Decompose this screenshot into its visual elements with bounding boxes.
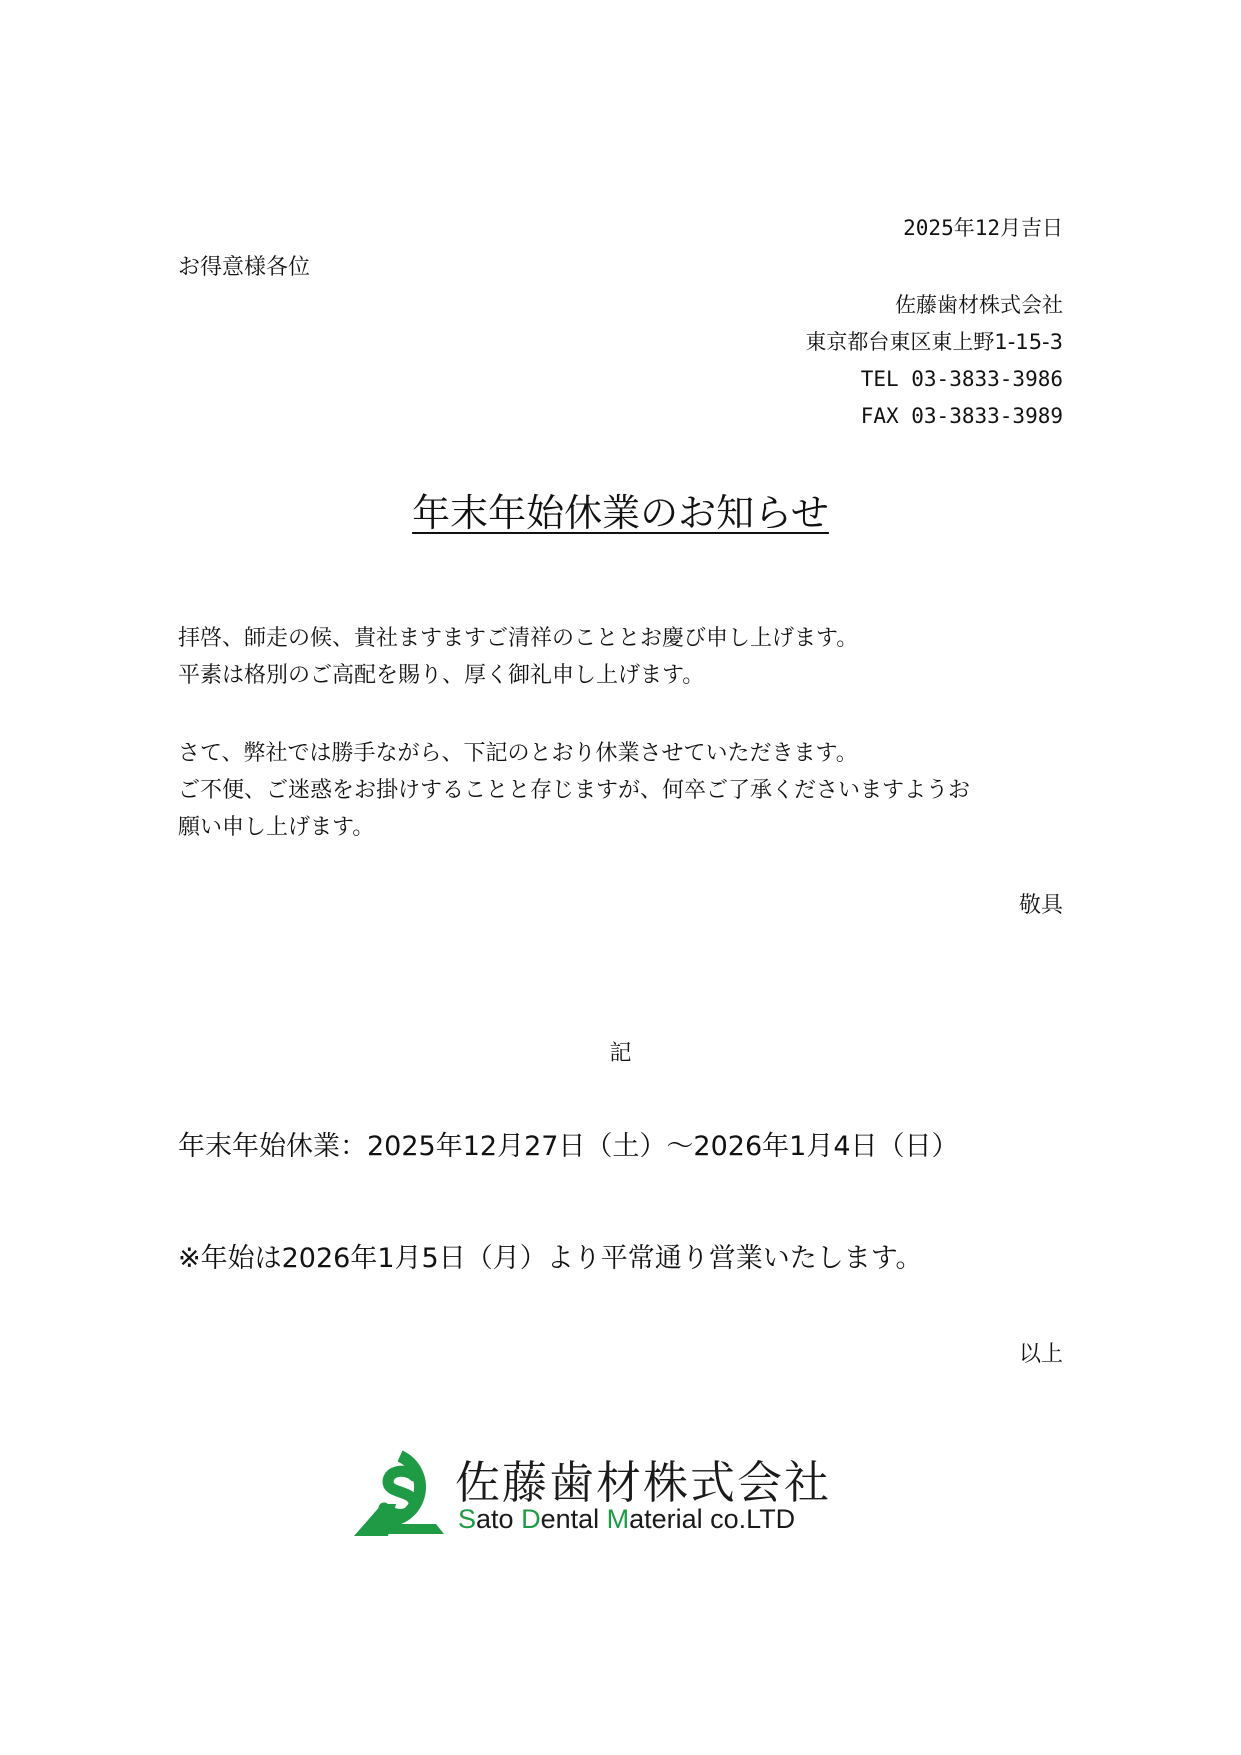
page-title — [0, 482, 1241, 537]
sender-fax: FAX 03-3833-3989 — [860, 404, 1063, 428]
end-ijou: 以上 — [1018, 1342, 1063, 1367]
sender-address: 東京都台東区東上野1-15-3 — [805, 330, 1063, 354]
logo-en-ato: ato — [476, 1504, 522, 1534]
logo-name-ja: 佐藤歯材株式会社 — [455, 1456, 832, 1509]
announcement-line-1: さて、弊社では勝手ながら、下記のとおり休業させていただきます。 — [178, 741, 858, 766]
recipient: お得意様各位 — [178, 255, 311, 280]
greeting-line-1: 拝啓、師走の候、貴社ますますご清祥のこととお慶び申し上げます。 — [178, 626, 859, 651]
logo-en-d: D — [521, 1504, 541, 1534]
sender-tel: TEL 03-3833-3986 — [860, 367, 1063, 391]
sender-block — [805, 287, 1063, 435]
company-logo — [352, 1446, 842, 1546]
sato-s-logo-icon — [352, 1446, 448, 1542]
reopen-notice: ※年始は2026年1月5日（月）より平常通り営業いたします。 — [178, 1243, 923, 1274]
logo-en-aterial: aterial co.LTD — [629, 1504, 796, 1534]
closing-keigu: 敬具 — [1018, 893, 1063, 918]
logo-en-s: S — [458, 1504, 477, 1534]
page-title-text: 年末年始休業のお知らせ — [412, 491, 829, 535]
sender-company: 佐藤歯材株式会社 — [895, 293, 1063, 317]
announcement-paragraph — [178, 735, 1068, 846]
greeting-line-2: 平素は格別のご高配を賜り、厚く御礼申し上げます。 — [178, 663, 705, 688]
logo-en-m: M — [606, 1504, 630, 1534]
announcement-line-3: 願い申し上げます。 — [178, 815, 375, 840]
logo-en-ental: ental — [540, 1504, 607, 1534]
announcement-line-2: ご不便、ご迷惑をお掛けすることと存じますが、何卒ご了承くださいますようお — [178, 778, 971, 803]
holiday-period: 年末年始休業：2025年12月27日（土）～2026年1月4日（日） — [178, 1131, 959, 1162]
ki-heading: 記 — [609, 1041, 632, 1066]
logo-name-en — [458, 1504, 795, 1535]
greeting-paragraph — [178, 620, 1068, 694]
issue-date: 2025年12月吉日 — [903, 216, 1063, 240]
